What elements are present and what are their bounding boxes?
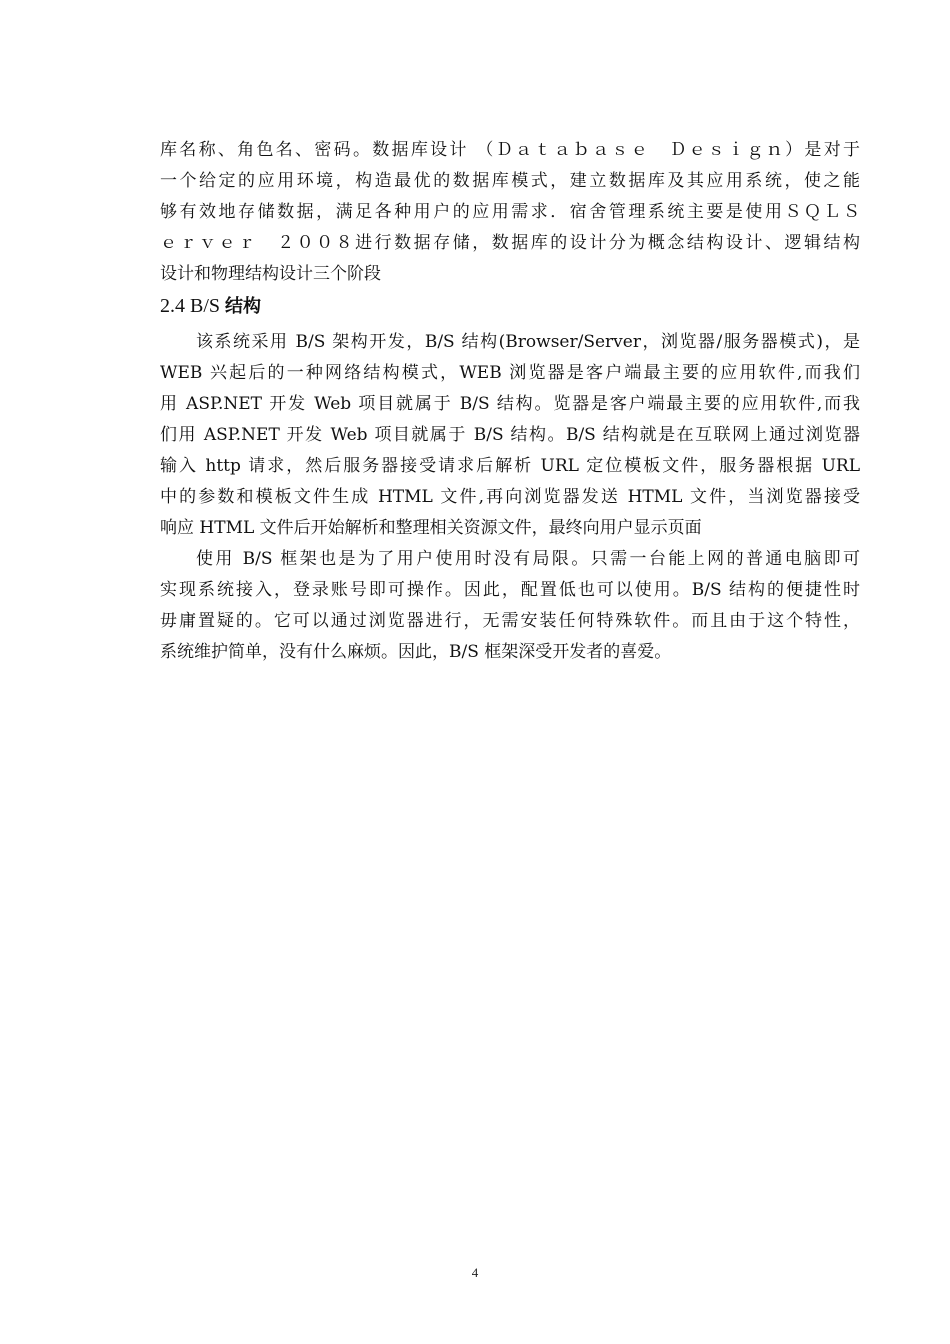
paragraph-bs-structure [160, 327, 860, 544]
paragraph-line: ｅｒｖｅｒ ２００８进行数据存储，数据库的设计分为概念结构设计、逻辑结构 [160, 233, 860, 253]
paragraph-line: 够有效地存储数据，满足各种用户的应用需求．宿舍管理系统主要是使用ＳＱＬＳ [160, 202, 860, 222]
page-content [160, 135, 860, 668]
paragraph-line: 用 ASP.NET 开发 Web 项目就属于 B/S 结构。览器是客户端最主要的应用软件,而我 [160, 394, 860, 414]
paragraph-line: 设计和物理结构设计三个阶段 [160, 264, 381, 284]
paragraph-line: 库名称、角色名、密码。数据库设计 （Ｄａｔａｂａｓｅ Ｄｅｓｉｇｎ）是对于 [160, 140, 860, 160]
paragraph-line: 毋庸置疑的。它可以通过浏览器进行，无需安装任何特殊软件。而且由于这个特性， [160, 611, 860, 631]
paragraph-line: 系统维护简单，没有什么麻烦。因此，B/S 框架深受开发者的喜爱。 [160, 642, 672, 662]
paragraph-line: WEB 兴起后的一种网络结构模式，WEB 浏览器是客户端最主要的应用软件,而我们 [160, 363, 860, 383]
paragraph-line: 们用 ASP.NET 开发 Web 项目就属于 B/S 结构。B/S 结构就是在互联网上通过浏览器 [160, 425, 860, 445]
section-title: 结构 [225, 296, 262, 317]
paragraph-database-design [160, 135, 860, 290]
paragraph-bs-advantages [160, 544, 860, 668]
page-number: 4 [471, 1265, 479, 1280]
paragraph-line: 使用 B/S 框架也是为了用户使用时没有局限。只需一台能上网的普通电脑即可 [196, 549, 860, 569]
section-number: 2.4 B/S [160, 295, 221, 317]
paragraph-line: 该系统采用 B/S 架构开发，B/S 结构(Browser/Server，浏览器/服务器模式)，是 [196, 332, 860, 352]
paragraph-line: 实现系统接入，登录账号即可操作。因此，配置低也可以使用。B/S 结构的便捷性时 [160, 580, 860, 600]
section-heading [160, 293, 860, 320]
paragraph-line: 一个给定的应用环境，构造最优的数据库模式，建立数据库及其应用系统，使之能 [160, 171, 860, 191]
paragraph-line: 响应 HTML 文件后开始解析和整理相关资源文件，最终向用户显示页面 [160, 518, 702, 538]
paragraph-line: 输入 http 请求，然后服务器接受请求后解析 URL 定位模板文件，服务器根据 URL [160, 456, 860, 476]
paragraph-line: 中的参数和模板文件生成 HTML 文件,再向浏览器发送 HTML 文件，当浏览器接受 [160, 487, 860, 507]
